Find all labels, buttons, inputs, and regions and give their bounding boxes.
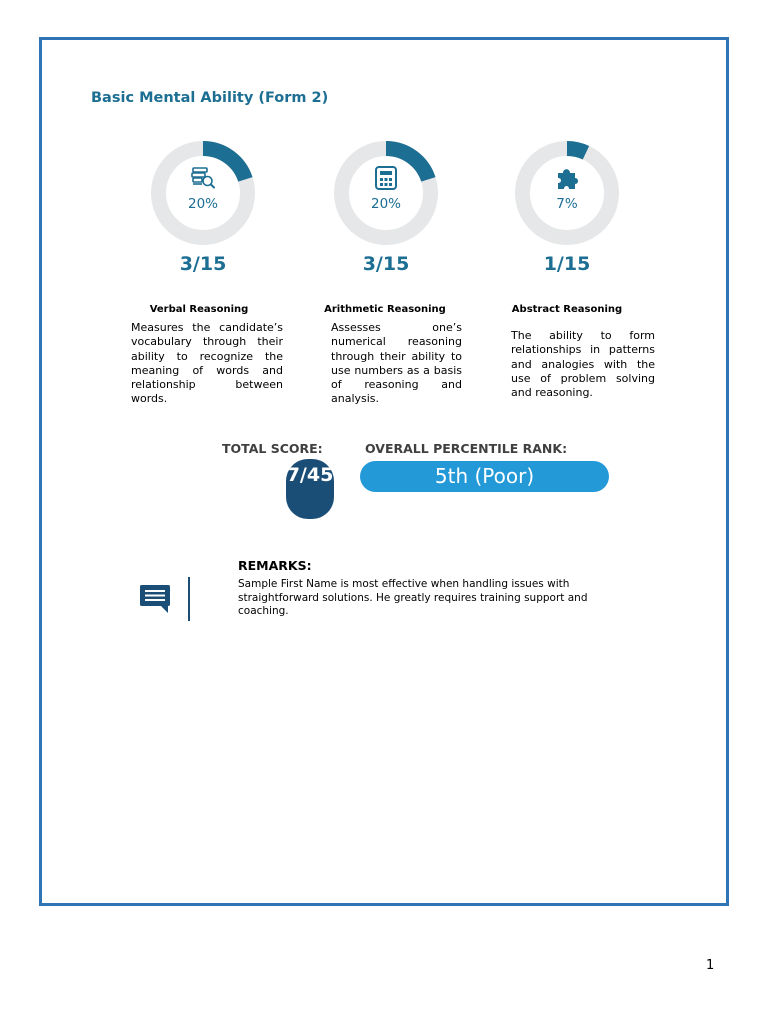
category-verbal: Verbal Reasoning — [149, 304, 249, 315]
description-abstract: The ability to form relationships in patterns and analogies with the use of problem solving and reasoning. — [511, 329, 655, 400]
page-title: Basic Mental Ability (Form 2) — [91, 90, 329, 106]
percentile-rank-label: OVERALL PERCENTILE RANK: — [365, 441, 568, 456]
gauge-verbal-reasoning — [150, 140, 256, 246]
percentile-rank-value: 5th (Poor) — [360, 461, 609, 492]
remarks-text: Sample First Name is most effective when handling issues with straightforward solutions. He greatly requires training support and coaching. — [238, 578, 588, 617]
gauge-ring — [514, 140, 620, 246]
remarks-divider — [188, 577, 190, 621]
total-score-label: TOTAL SCORE: — [222, 441, 323, 456]
remarks-label: REMARKS: — [238, 558, 312, 573]
description-arithmetic: Assesses one’s numerical reasoning through their ability to use numbers as a basis of reasoning and analysis. — [331, 321, 462, 406]
category-arithmetic: Arithmetic Reasoning — [324, 304, 446, 315]
calculator-icon — [373, 165, 399, 191]
score-arithmetic: 3/15 — [362, 253, 410, 275]
gauge-percent: 20% — [187, 196, 218, 212]
puzzle-icon — [554, 165, 580, 191]
description-verbal: Measures the candidate’s vocabulary through their ability to recognize the meaning of words and relationship between words. — [131, 321, 283, 406]
gauge-abstract-reasoning — [514, 140, 620, 246]
gauge-ring — [333, 140, 439, 246]
page-number: 1 — [706, 958, 715, 973]
books-search-icon — [190, 165, 216, 191]
chat-icon — [139, 584, 171, 614]
total-score-value: 7/45 — [286, 459, 334, 519]
gauge-percent: 7% — [556, 196, 578, 212]
score-abstract: 1/15 — [543, 253, 591, 275]
category-abstract: Abstract Reasoning — [511, 304, 623, 315]
gauge-percent: 20% — [370, 196, 401, 212]
score-verbal: 3/15 — [179, 253, 227, 275]
gauge-ring — [150, 140, 256, 246]
gauge-arithmetic-reasoning — [333, 140, 439, 246]
